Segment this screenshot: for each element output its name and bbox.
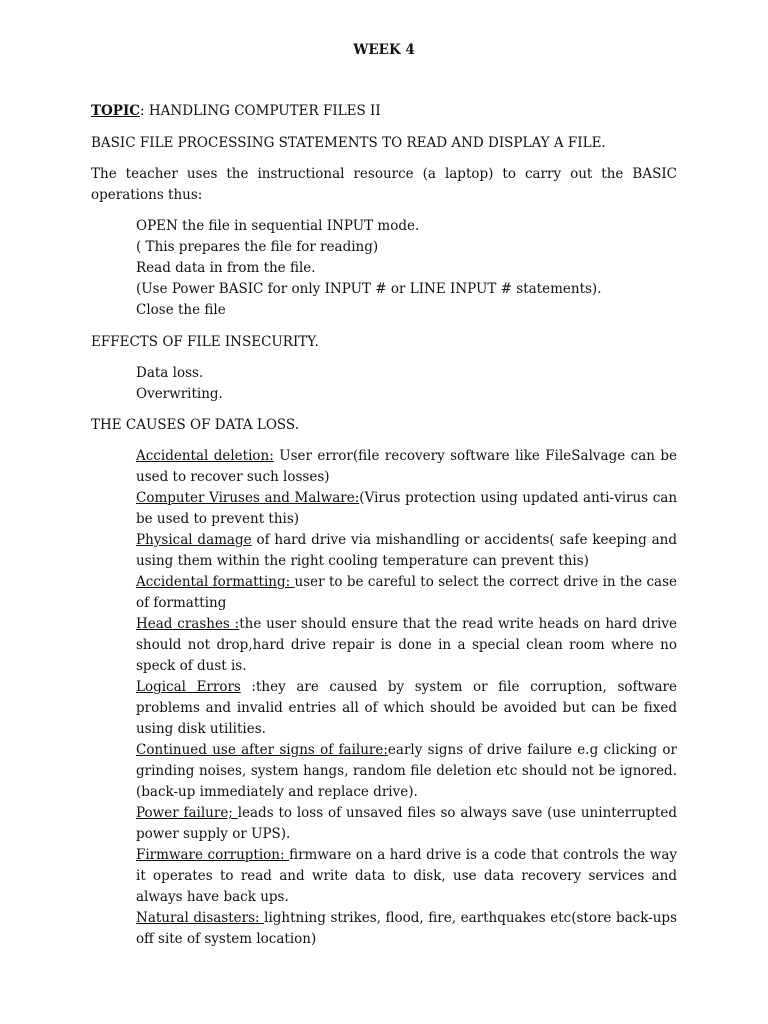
cause-term: Head crashes : (136, 616, 240, 632)
cause-text: leads to loss of unsaved files so always save (use uninterrupted power supply or UPS). (136, 805, 677, 842)
page-heading: WEEK 4 (353, 42, 415, 58)
cause-text: User error(file recovery software like FileSalvage can be used to recover such losses) (136, 448, 678, 485)
cause-item (136, 740, 677, 803)
operations-list (136, 216, 677, 321)
operation-item: Close the file (136, 302, 226, 318)
cause-term: Logical Errors (136, 679, 241, 695)
cause-term: Computer Viruses and Malware: (136, 490, 360, 506)
operation-item: OPEN the file in sequential INPUT mode. (136, 218, 420, 234)
effect-item: Overwriting. (136, 386, 223, 402)
cause-item (136, 446, 677, 488)
cause-text: of hard drive via mishandling or accidents( safe keeping and using them within the right cooling temperature can prevent this) (136, 532, 678, 569)
cause-term: Natural disasters: (136, 910, 265, 926)
intro-paragraph: The teacher uses the instructional resource (a laptop) to carry out the BASIC operations thus: (91, 166, 677, 203)
section-subtitle: BASIC FILE PROCESSING STATEMENTS TO READ AND DISPLAY A FILE. (91, 135, 606, 151)
cause-item (136, 677, 677, 740)
cause-item (136, 908, 677, 950)
cause-text: firmware on a hard drive is a code that controls the way it operates to read and write data to disk, use data recovery services and always have back ups. (136, 847, 677, 905)
cause-item (136, 803, 677, 845)
cause-text: early signs of drive failure e.g clicking or grinding noises, system hangs, random file deletion etc should not be ignored.(back-up immediately and replace drive). (136, 742, 677, 800)
topic-label: TOPIC (91, 103, 141, 119)
cause-text: lightning strikes, flood, fire, earthquakes etc(store back-ups off site of system location) (136, 910, 677, 947)
cause-term: Physical damage (136, 532, 252, 548)
cause-item (136, 530, 677, 572)
cause-text: :they are caused by system or file corruption, software problems and invalid entries all of which should be avoided but can be fixed using disk utilities. (136, 679, 677, 737)
cause-text: user to be careful to select the correct drive in the case of formatting (136, 574, 677, 611)
topic-text: HANDLING COMPUTER FILES II (144, 103, 381, 119)
cause-term: Accidental formatting: (136, 574, 295, 590)
cause-term: Power failure; (136, 805, 238, 821)
insecurity-heading: EFFECTS OF FILE INSECURITY. (91, 334, 319, 350)
operation-item: ( This prepares the file for reading) (136, 239, 379, 255)
cause-item (136, 614, 677, 677)
cause-term: Continued use after signs of failure: (136, 742, 388, 758)
operation-item: (Use Power BASIC for only INPUT # or LINE INPUT # statements). (136, 281, 602, 297)
cause-item (136, 845, 677, 908)
topic-line (91, 101, 677, 122)
cause-term: Accidental deletion: (136, 448, 274, 464)
cause-term: Firmware corruption: (136, 847, 290, 863)
operation-item: Read data in from the file. (136, 260, 316, 276)
cause-item (136, 488, 677, 530)
cause-text: (Virus protection using updated anti-virus can be used to prevent this) (136, 490, 678, 527)
topic-colon: : (140, 103, 145, 119)
cause-item (136, 572, 677, 614)
causes-list (136, 446, 677, 950)
cause-text: the user should ensure that the read write heads on hard drive should not drop,hard drive repair is done in a special clean room where no speck of dust is. (136, 616, 677, 674)
causes-heading: THE CAUSES OF DATA LOSS. (91, 417, 299, 433)
effect-item: Data loss. (136, 365, 204, 381)
insecurity-effects-list (136, 363, 677, 405)
